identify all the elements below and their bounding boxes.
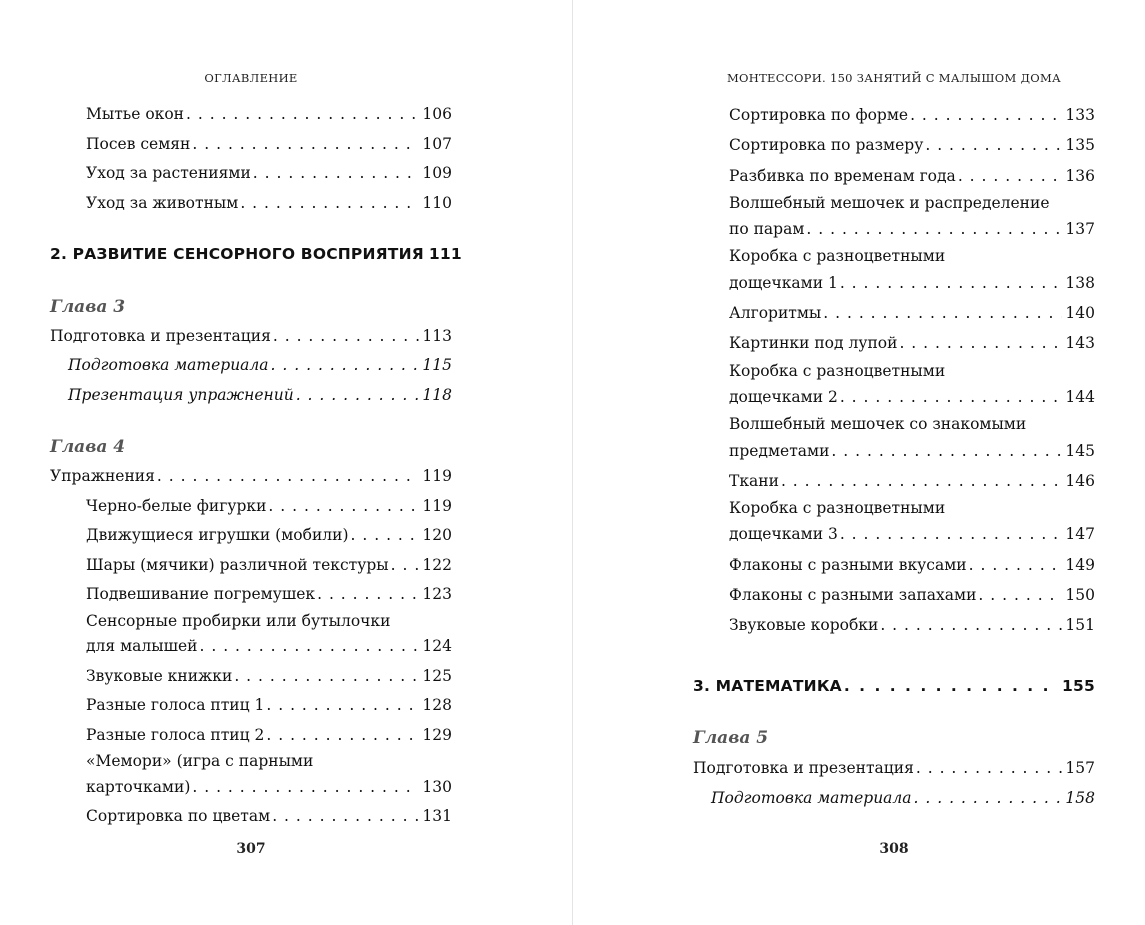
section-page: 111 bbox=[428, 245, 462, 263]
entry-page: 147 bbox=[1065, 525, 1095, 544]
entry-title-line1: Сенсорные пробирки или бутылочки bbox=[86, 611, 391, 630]
toc-entry bbox=[693, 130, 1095, 160]
entry-title: Мытье окон bbox=[86, 105, 185, 123]
entry-page: 131 bbox=[422, 807, 452, 825]
chapter-heading: Глава 5 bbox=[693, 727, 769, 748]
toc-entry bbox=[693, 100, 1095, 130]
toc-entry bbox=[50, 322, 452, 352]
entry-page: 143 bbox=[1065, 334, 1095, 353]
entry-title-line1: Коробка с разноцветными bbox=[729, 361, 946, 380]
entry-title: Сортировка по размеру bbox=[729, 136, 924, 155]
toc-entry-wrapped bbox=[50, 607, 452, 662]
entry-page: 137 bbox=[1065, 220, 1095, 239]
entry-title: Флаконы с разными запахами bbox=[729, 586, 977, 605]
toc-section bbox=[693, 671, 1095, 701]
entry-title: Разбивка по временам года bbox=[729, 166, 956, 185]
toc-entry bbox=[50, 159, 452, 189]
entry-title-line1: Коробка с разноцветными bbox=[729, 499, 946, 518]
entry-title: Подвешивание погремушек bbox=[86, 585, 316, 603]
entry-title-line2: для малышей bbox=[86, 637, 198, 655]
page-number: 307 bbox=[236, 841, 266, 857]
entry-title: Подготовка и презентация bbox=[50, 326, 271, 345]
entry-title: Разные голоса птиц 1 bbox=[86, 696, 265, 714]
entry-page: 124 bbox=[422, 637, 452, 655]
toc-subentry bbox=[693, 783, 1095, 813]
toc-subentry bbox=[50, 381, 452, 411]
entry-page: 115 bbox=[422, 356, 452, 374]
entry-page: 110 bbox=[422, 193, 452, 212]
right-page bbox=[573, 0, 1145, 925]
entry-page: 136 bbox=[1065, 166, 1095, 185]
entry-title-line2: дощечками 1 bbox=[729, 273, 838, 292]
section-page: 155 bbox=[1062, 676, 1095, 695]
entry-page: 158 bbox=[1065, 789, 1095, 808]
entry-page: 123 bbox=[422, 585, 452, 603]
toc-entry bbox=[50, 189, 452, 219]
toc-entry bbox=[50, 521, 452, 551]
entry-page: 140 bbox=[1065, 304, 1095, 323]
toc-entry bbox=[50, 130, 452, 160]
entry-title-line1: Коробка с разноцветными bbox=[729, 247, 946, 266]
entry-page: 145 bbox=[1065, 441, 1095, 460]
running-head: МОНТЕССОРИ. 150 ЗАНЯТИЙ С МАЛЫШОМ ДОМА bbox=[726, 71, 1062, 85]
entry-page: 135 bbox=[1065, 136, 1095, 155]
toc-section bbox=[50, 240, 462, 270]
toc-entry bbox=[50, 662, 452, 692]
toc-subentry bbox=[50, 351, 452, 381]
chapter-heading: Глава 4 bbox=[50, 437, 126, 457]
entry-page: 107 bbox=[422, 134, 452, 153]
entry-page: 151 bbox=[1065, 616, 1095, 635]
toc-entry bbox=[50, 721, 452, 751]
toc-entry bbox=[50, 462, 452, 492]
entry-title: Звуковые коробки bbox=[729, 616, 879, 635]
entry-title: Флаконы с разными вкусами bbox=[729, 555, 967, 574]
entry-title: Упражнения bbox=[50, 467, 155, 485]
toc-entry bbox=[693, 466, 1095, 496]
entry-page: 106 bbox=[422, 105, 452, 123]
entry-page: 125 bbox=[422, 666, 452, 685]
entry-title-line2: карточками) bbox=[86, 777, 191, 796]
toc-entry-wrapped bbox=[693, 409, 1095, 466]
entry-title: Разные голоса птиц 2 bbox=[86, 725, 265, 744]
toc-entry bbox=[693, 550, 1095, 580]
entry-title: Звуковые книжки bbox=[86, 666, 233, 685]
toc-entry bbox=[693, 161, 1095, 191]
running-head: ОГЛАВЛЕНИЕ bbox=[204, 71, 298, 85]
entry-page: 138 bbox=[1065, 273, 1095, 292]
page-number: 308 bbox=[879, 841, 909, 857]
entry-title: Движущиеся игрушки (мобили) bbox=[86, 526, 349, 544]
toc-entry bbox=[693, 610, 1095, 640]
entry-title: Черно-белые фигурки bbox=[86, 496, 267, 515]
entry-title: Презентация упражнений bbox=[68, 385, 294, 404]
entry-title-line2: предметами bbox=[729, 441, 830, 460]
toc-entry-wrapped bbox=[693, 241, 1095, 298]
toc-entry bbox=[693, 328, 1095, 358]
entry-title: Ткани bbox=[729, 471, 779, 490]
entry-page: 157 bbox=[1065, 758, 1095, 777]
toc-entry bbox=[50, 580, 452, 610]
entry-title: Подготовка материала bbox=[68, 356, 269, 374]
entry-page: 109 bbox=[422, 164, 452, 182]
toc-entry bbox=[50, 551, 452, 581]
entry-title-line1: Волшебный мешочек со знакомыми bbox=[729, 415, 1027, 434]
toc-entry bbox=[50, 691, 452, 721]
entry-page: 119 bbox=[422, 467, 452, 485]
entry-title-line2: дощечками 2 bbox=[729, 387, 838, 406]
toc-entry bbox=[693, 580, 1095, 610]
table-of-contents bbox=[50, 100, 462, 832]
entry-title-line2: по парам bbox=[729, 220, 805, 239]
toc-entry-wrapped bbox=[693, 356, 1095, 413]
entry-title: Уход за растениями bbox=[86, 164, 251, 182]
entry-title: Сортировка по цветам bbox=[86, 807, 271, 825]
toc-entry bbox=[50, 802, 452, 832]
entry-title-line2: дощечками 3 bbox=[729, 525, 838, 544]
toc-entry-wrapped bbox=[50, 747, 452, 802]
entry-page: 119 bbox=[422, 496, 452, 515]
entry-page: 133 bbox=[1065, 106, 1095, 124]
entry-page: 122 bbox=[422, 555, 452, 574]
entry-title: Уход за животным bbox=[86, 193, 239, 212]
entry-title-line1: «Мемори» (игра с парными bbox=[86, 752, 314, 770]
toc-entry bbox=[693, 753, 1095, 783]
entry-title: Подготовка материала bbox=[711, 789, 912, 808]
entry-title: Посев семян bbox=[86, 134, 191, 153]
entry-title: Подготовка и презентация bbox=[693, 758, 914, 777]
table-of-contents bbox=[693, 100, 1095, 814]
left-page bbox=[0, 0, 572, 925]
entry-page: 144 bbox=[1065, 387, 1095, 406]
entry-page: 118 bbox=[422, 385, 452, 404]
entry-title-line1: Волшебный мешочек и распределение bbox=[729, 193, 1050, 212]
entry-page: 120 bbox=[422, 526, 452, 544]
toc-entry bbox=[50, 100, 452, 130]
toc-entry-wrapped bbox=[693, 493, 1095, 550]
entry-title: Картинки под лупой bbox=[729, 334, 898, 353]
entry-page: 113 bbox=[422, 326, 452, 345]
toc-entry-wrapped bbox=[693, 188, 1095, 245]
section-title: 3. МАТЕМАТИКА bbox=[693, 676, 842, 695]
toc-entry bbox=[50, 492, 452, 522]
entry-title: Сортировка по форме bbox=[729, 106, 909, 124]
entry-title: Алгоритмы bbox=[729, 304, 822, 323]
entry-page: 149 bbox=[1065, 555, 1095, 574]
entry-page: 130 bbox=[422, 777, 452, 796]
section-title: 2. РАЗВИТИЕ СЕНСОРНОГО ВОСПРИЯТИЯ bbox=[50, 245, 424, 263]
entry-title: Шары (мячики) различной текстуры bbox=[86, 555, 389, 574]
toc-entry bbox=[693, 298, 1095, 328]
entry-page: 150 bbox=[1065, 586, 1095, 605]
entry-page: 128 bbox=[422, 696, 452, 714]
entry-page: 146 bbox=[1065, 471, 1095, 490]
entry-page: 129 bbox=[422, 725, 452, 744]
chapter-heading: Глава 3 bbox=[50, 296, 126, 317]
